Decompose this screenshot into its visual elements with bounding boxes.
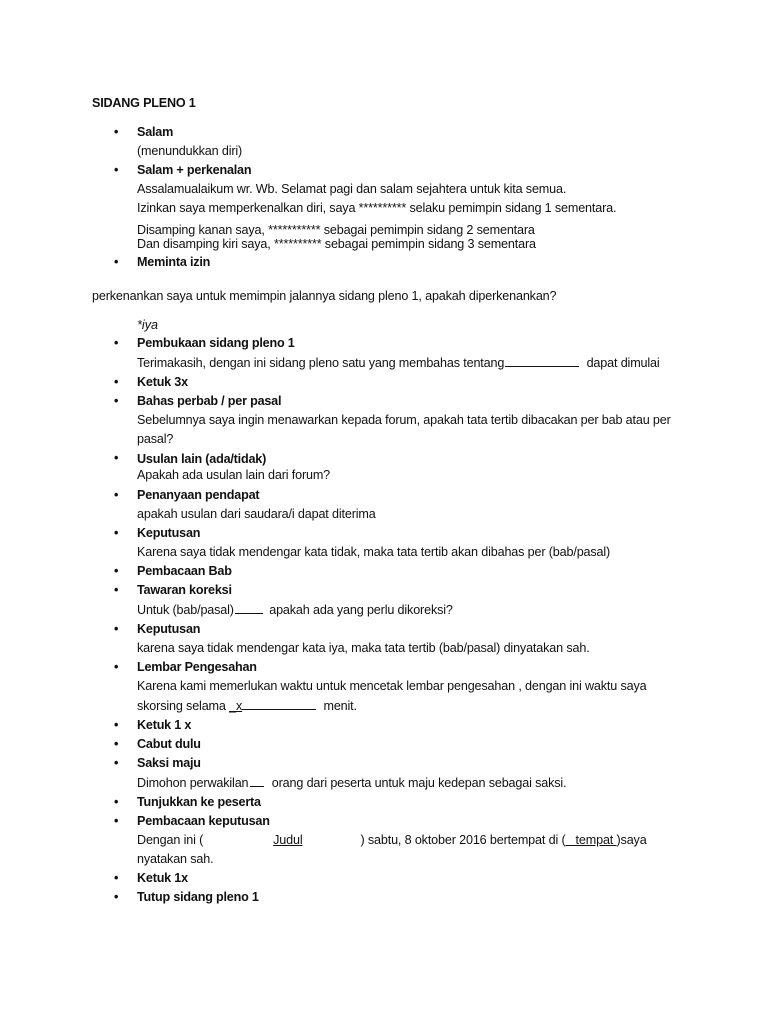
item-heading: Ketuk 1x [137, 871, 188, 885]
list-item [0, 812, 768, 869]
text-segment: Untuk (bab/pasal) [137, 603, 234, 617]
section-opening [0, 123, 768, 272]
list-item [0, 716, 768, 735]
bullet-icon: • [114, 814, 119, 828]
list-item [0, 161, 768, 251]
text-segment: Terimakasih, dengan ini sidang pleno satu yang membahas tentang [137, 356, 505, 370]
text-segment: ) sabtu, 8 oktober 2016 bertempat di ( [360, 833, 566, 847]
item-heading: Ketuk 1 x [137, 718, 192, 732]
item-heading: Keputusan [137, 526, 201, 540]
list-item [0, 486, 768, 524]
list-item [0, 620, 768, 658]
document-title: SIDANG PLENO 1 [92, 96, 196, 110]
item-heading: Lembar Pengesahan [137, 660, 257, 674]
bullet-icon: • [114, 394, 119, 408]
blank-line [505, 353, 579, 367]
bullet-icon: • [114, 564, 119, 578]
list-item [0, 658, 768, 716]
item-heading: Ketuk 3x [137, 375, 188, 389]
permission-text: perkenankan saya untuk memimpin jalannya sidang pleno 1, apakah diperkenankan? [92, 289, 557, 303]
list-item [0, 754, 768, 793]
item-text [137, 600, 688, 620]
bullet-icon: • [114, 488, 119, 502]
placeholder-judul: Judul [273, 833, 303, 847]
item-text: apakah usulan dari saudara/i dapat diterima [137, 507, 376, 521]
bullet-icon: • [114, 737, 119, 751]
item-text: Izinkan saya memperkenalkan diri, saya ********** selaku pemimpin sidang 1 sementara. [137, 201, 617, 215]
text-segment: Dengan ini ( [137, 833, 204, 847]
item-text: (menundukkan diri) [137, 144, 243, 158]
item-text [137, 831, 688, 850]
item-text: nyatakan sah. [137, 852, 214, 866]
text-segment: orang dari peserta untuk maju kedepan sebagai saksi. [271, 776, 567, 790]
item-heading: Cabut dulu [137, 737, 201, 751]
list-item [0, 869, 768, 888]
item-heading: Tutup sidang pleno 1 [137, 890, 259, 904]
item-text: Sebelumnya saya ingin menawarkan kepada forum, apakah tata tertib dibacakan per bab atau per pasal? [137, 413, 671, 446]
item-text [137, 696, 688, 716]
text-segment: apakah ada yang perlu dikoreksi? [269, 603, 453, 617]
item-text: Disamping kanan saya, *********** sebagai pemimpin sidang 2 sementara [137, 223, 535, 237]
list-item [0, 334, 768, 373]
bullet-icon: • [114, 583, 119, 597]
bullet-icon: • [114, 622, 119, 636]
bullet-icon: • [114, 526, 119, 540]
response-note: *iya [137, 318, 158, 332]
item-heading: Saksi maju [137, 756, 201, 770]
list-item [0, 392, 768, 449]
text-segment: Dimohon perwakilan [137, 776, 249, 790]
item-heading: Salam + perkenalan [137, 163, 252, 177]
bullet-icon: • [114, 718, 119, 732]
item-heading: Usulan lain (ada/tidak) [137, 452, 267, 466]
bullet-icon: • [114, 660, 119, 674]
item-text: Assalamualaikum wr. Wb. Selamat pagi dan salam sejahtera untuk kita semua. [137, 182, 567, 196]
bullet-icon: • [114, 125, 119, 139]
list-item [0, 562, 768, 581]
text-segment: _x [229, 699, 243, 713]
list-item [0, 735, 768, 754]
blank-line [235, 600, 263, 614]
text-segment: dapat dimulai [586, 356, 660, 370]
item-text [137, 773, 688, 793]
list-item [0, 793, 768, 812]
bullet-icon: • [114, 336, 119, 350]
item-heading: Pembukaan sidang pleno 1 [137, 336, 295, 350]
list-item [0, 373, 768, 392]
item-heading: Pembacaan Bab [137, 564, 232, 578]
bullet-icon: • [114, 255, 119, 269]
item-heading: Tawaran koreksi [137, 583, 232, 597]
list-item [0, 581, 768, 620]
bullet-icon: • [114, 163, 119, 177]
item-heading: Salam [137, 125, 174, 139]
item-heading: Penanyaan pendapat [137, 488, 260, 502]
item-text [137, 353, 688, 373]
item-heading: Pembacaan keputusan [137, 814, 270, 828]
bullet-icon: • [114, 375, 119, 389]
section-session [0, 334, 768, 449]
blank-line [242, 696, 316, 710]
list-item [0, 123, 768, 161]
item-heading: Keputusan [137, 622, 201, 636]
item-text: karena saya tidak mendengar kata iya, maka tata tertib (bab/pasal) dinyatakan sah. [137, 641, 590, 655]
list-item [0, 888, 768, 907]
text-segment: menit. [323, 699, 357, 713]
bullet-icon: • [114, 871, 119, 885]
item-heading: Tunjukkan ke peserta [137, 795, 261, 809]
item-text: Karena kami memerlukan waktu untuk mencetak lembar pengesahan , dengan ini waktu saya [137, 679, 647, 693]
list-item [0, 253, 768, 272]
item-text: Karena saya tidak mendengar kata tidak, maka tata tertib akan dibahas per (bab/pasal) [137, 545, 611, 559]
section-proceedings [0, 451, 768, 907]
item-text: Dan disamping kiri saya, ********** sebagai pemimpin sidang 3 sementara [137, 237, 536, 251]
blank-line [250, 773, 264, 787]
text-segment: skorsing selama [137, 699, 226, 713]
bullet-icon: • [114, 795, 119, 809]
item-heading: Meminta izin [137, 255, 211, 269]
text-segment: )saya [616, 833, 647, 847]
list-item [0, 451, 768, 483]
bullet-icon: • [114, 451, 119, 465]
bullet-icon: • [114, 890, 119, 904]
list-item [0, 524, 768, 562]
item-heading: Bahas perbab / per pasal [137, 394, 282, 408]
placeholder-tempat: tempat [575, 833, 614, 847]
item-text: Apakah ada usulan lain dari forum? [137, 468, 331, 482]
bullet-icon: • [114, 756, 119, 770]
